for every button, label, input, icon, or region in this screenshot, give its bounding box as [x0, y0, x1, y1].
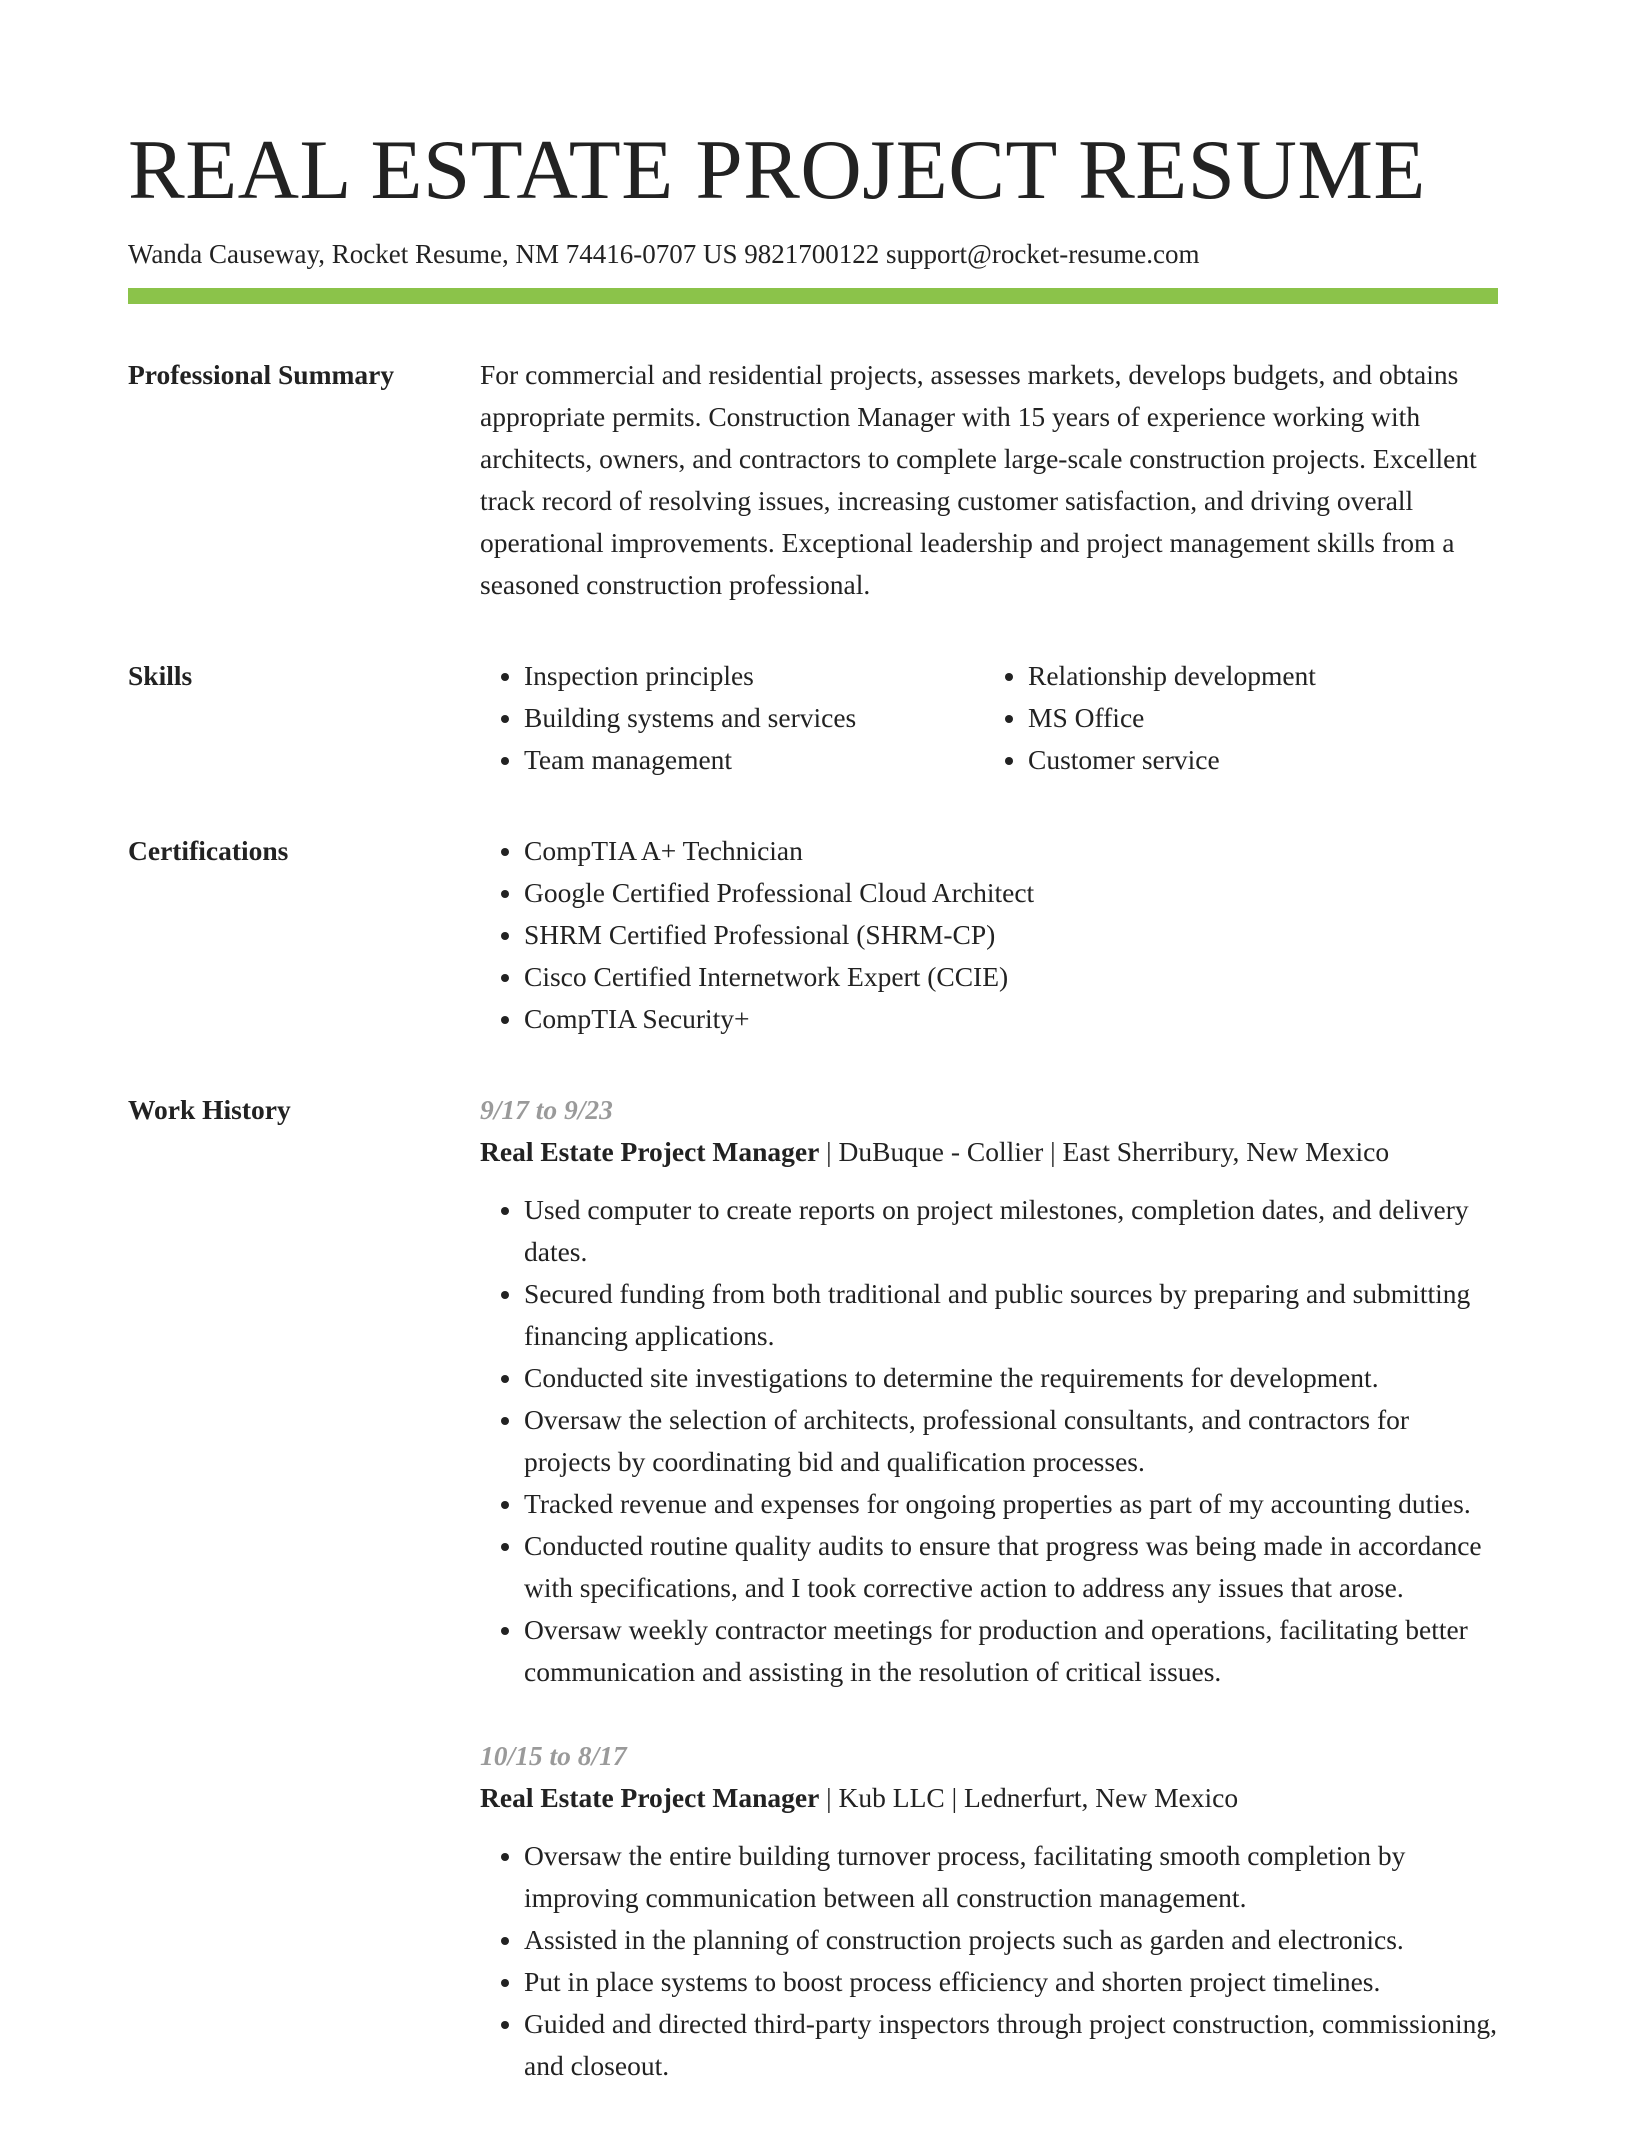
professional-summary-section — [128, 354, 1498, 606]
certifications-list — [480, 830, 1498, 1040]
work-history-body — [480, 1089, 1498, 2129]
certifications-section — [128, 830, 1498, 1040]
job-heading — [480, 1777, 1498, 1819]
job-bullet: • Secured funding from both traditional and public sources by preparing and submitting financing applications. — [524, 1273, 1498, 1357]
certification-item: • CompTIA A+ Technician — [524, 830, 1498, 872]
job-entry — [480, 1735, 1498, 2087]
work-history-section — [128, 1089, 1498, 2129]
job-dates: 9/17 to 9/23 — [480, 1094, 613, 1125]
job-details: | Kub LLC | Lednerfurt, New Mexico — [819, 1782, 1239, 1813]
certification-item: • Google Certified Professional Cloud Architect — [524, 872, 1498, 914]
job-bullet: • Oversaw the selection of architects, professional consultants, and contractors for projects by coordinating bid and qualification processes. — [524, 1399, 1498, 1483]
job-bullet: • Used computer to create reports on project milestones, completion dates, and delivery dates. — [524, 1189, 1498, 1273]
section-label-skills: Skills — [128, 660, 193, 691]
section-label-summary: Professional Summary — [128, 359, 395, 390]
skills-grid — [480, 655, 1498, 781]
section-label-certifications: Certifications — [128, 835, 289, 866]
skill-item: • Inspection principles — [524, 655, 984, 697]
job-bullets — [480, 1835, 1498, 2087]
job-title: Real Estate Project Manager — [480, 1782, 820, 1813]
job-title: Real Estate Project Manager — [480, 1136, 820, 1167]
skill-item: • Building systems and services — [524, 697, 984, 739]
job-bullet: • Assisted in the planning of construction projects such as garden and electronics. — [524, 1919, 1498, 1961]
resume-title: REAL ESTATE PROJECT RESUME — [128, 123, 1426, 217]
job-bullets — [480, 1189, 1498, 1693]
job-bullet: • Oversaw the entire building turnover process, facilitating smooth completion by improving communication between all construction management. — [524, 1835, 1498, 1919]
skill-item: • MS Office — [1028, 697, 1498, 739]
skill-item: • Relationship development — [1028, 655, 1498, 697]
job-bullet: • Guided and directed third-party inspectors through project construction, commissioning, and closeout. — [524, 2003, 1498, 2087]
job-bullet: • Put in place systems to boost process efficiency and shorten project timelines. — [524, 1961, 1498, 2003]
job-dates: 10/15 to 8/17 — [480, 1740, 627, 1771]
summary-body — [480, 354, 1498, 606]
skill-item: • Team management — [524, 739, 984, 781]
accent-divider — [128, 288, 1498, 304]
job-entry — [480, 1089, 1498, 1693]
job-details: | DuBuque - Collier | East Sherribury, New Mexico — [819, 1136, 1390, 1167]
certification-item: • CompTIA Security+ — [524, 998, 1498, 1040]
job-heading — [480, 1131, 1498, 1173]
job-bullet: • Conducted site investigations to determine the requirements for development. — [524, 1357, 1498, 1399]
skills-list-right — [984, 655, 1498, 781]
summary-text: For commercial and residential projects, assesses markets, develops budgets, and obtains appropriate permits. Construction Manager with 15 years of experience working with architects, owners, and contractors to complete large-scale construction projects. Excellent track record of resolving issues, increasing customer satisfaction, and driving overall operational improvements. Exceptional leadership and project management skills from a seasoned construction professional. — [480, 359, 1477, 600]
skills-list-left — [480, 655, 984, 781]
certifications-body — [480, 830, 1498, 1040]
skill-item: • Customer service — [1028, 739, 1498, 781]
skills-section — [128, 655, 1498, 781]
job-bullet: • Oversaw weekly contractor meetings for production and operations, facilitating better communication and assisting in the resolution of critical issues. — [524, 1609, 1498, 1693]
contact-info: Wanda Causeway, Rocket Resume, NM 74416-0707 US 9821700122 support@rocket-resume.com — [128, 239, 1200, 269]
certification-item: • Cisco Certified Internetwork Expert (CCIE) — [524, 956, 1498, 998]
job-bullet: • Tracked revenue and expenses for ongoing properties as part of my accounting duties. — [524, 1483, 1498, 1525]
job-bullet: • Conducted routine quality audits to ensure that progress was being made in accordance with specifications, and I took corrective action to address any issues that arose. — [524, 1525, 1498, 1609]
section-label-work-history: Work History — [128, 1094, 291, 1125]
certification-item: • SHRM Certified Professional (SHRM-CP) — [524, 914, 1498, 956]
